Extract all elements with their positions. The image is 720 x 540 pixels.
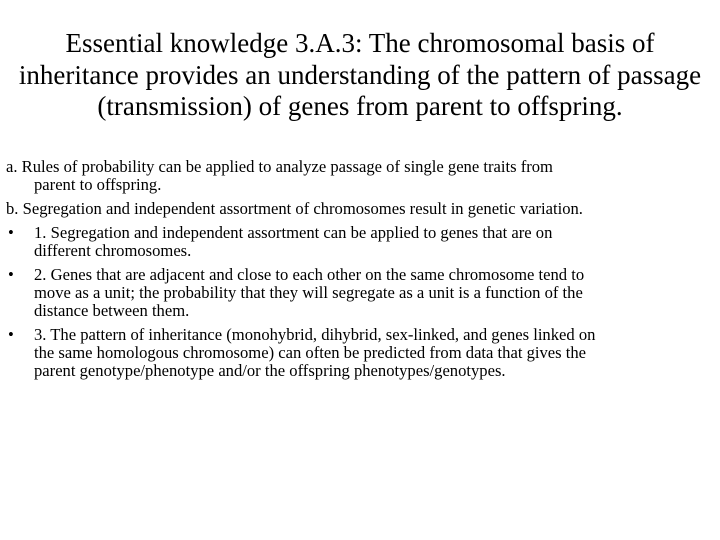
bullet-line: parent genotype/phenotype and/or the offspring phenotypes/genotypes. xyxy=(34,361,506,381)
bullet-item-1 xyxy=(6,224,718,260)
list-item-b xyxy=(6,200,718,218)
slide-title xyxy=(0,28,720,123)
bullet-line: different chromosomes. xyxy=(34,240,192,260)
item-line: parent to offspring. xyxy=(34,175,162,195)
bullet-line: 1. Segregation and independent assortment can be applied to genes that are on xyxy=(34,222,553,242)
bullet-line: move as a unit; the probability that they will segregate as a unit is a function of the xyxy=(34,282,583,302)
item-line: a. Rules of probability can be applied to analyze passage of single gene traits from xyxy=(6,157,553,176)
bullet-icon: • xyxy=(8,222,14,242)
bullet-item-3 xyxy=(6,326,718,381)
item-line: b. Segregation and independent assortment of chromosomes result in genetic variation. xyxy=(6,198,583,218)
bullet-line: the same homologous chromosome) can often be predicted from data that gives the xyxy=(34,342,587,362)
bullet-icon: • xyxy=(8,264,14,284)
title-line: inheritance provides an understanding of the pattern of passage xyxy=(18,59,702,90)
bullet-line: 2. Genes that are adjacent and close to each other on the same chromosome tend to xyxy=(34,264,585,284)
bullet-item-2 xyxy=(6,266,718,321)
title-line: (transmission) of genes from parent to offspring. xyxy=(97,91,623,121)
list-item-a xyxy=(6,158,718,194)
bullet-icon: • xyxy=(8,324,14,344)
bullet-line: distance between them. xyxy=(34,300,190,320)
title-line: Essential knowledge 3.A.3: The chromosomal basis of xyxy=(65,28,655,58)
slide-body xyxy=(6,158,718,386)
bullet-line: 3. The pattern of inheritance (monohybrid, dihybrid, sex-linked, and genes linked on xyxy=(34,324,596,344)
